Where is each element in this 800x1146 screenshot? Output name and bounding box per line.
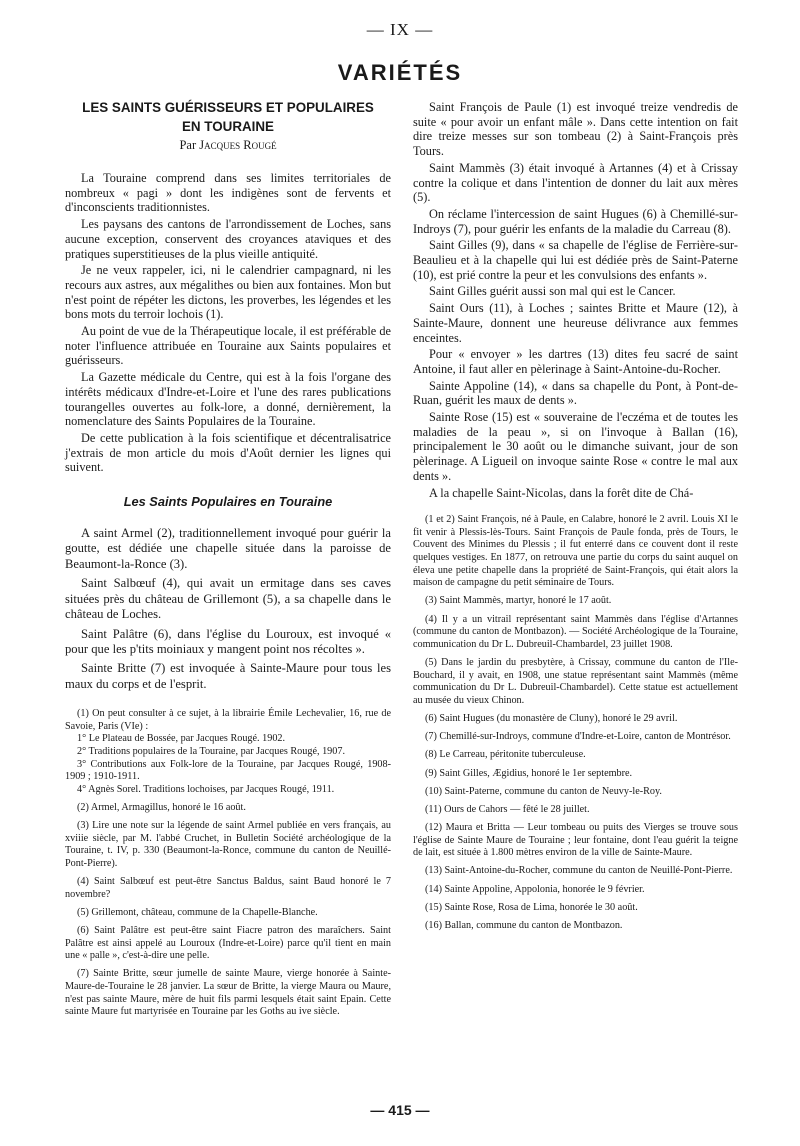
saint-paragraph: Saint Salbœuf (4), qui avait un ermitage dans ses caves situées près du château de Grillemont (5), a sa chapelle dans le château de Loches. — [65, 576, 391, 622]
footnote: (13) Saint-Antoine-du-Rocher, commune du canton de Neuillé-Pont-Pierre. — [425, 865, 733, 877]
footnote: (1 et 2) Saint François, né à Paule, en Calabre, honoré le 2 avril. Louis XI le fit venir à Plessis-lès-Tours. Saint François de Paule fonda, près de Tours, le Couvent des Minimes du Plessis ; il fut enterré dans ce couvent dont il reste quelques vestiges. En 1877, on retrouva une partie du corps du saint auquel on éleva une petite chapelle dans la propriété de Saint-François, qui était alors la maison de campagne du petit séminaire de Tours. — [413, 514, 738, 589]
saint-paragraph: Saint Ours (11), à Loches ; saintes Britte et Maure (12), à Sainte-Maure, donnent une heureuse délivrance aux femmes enceintes. — [413, 301, 738, 345]
intro-paragraph: La Touraine comprend dans ses limites territoriales de nombreux « pagi » dont les indigènes sont de fervents et d'inconscients traditionnistes. — [65, 171, 391, 215]
saint-paragraph: Saint François de Paule (1) est invoqué treize vendredis de suite « pour avoir un enfant mâle ». Dans cette intention on fait dire treize messes sur son tombeau (2) à Saint-François près Tours. — [413, 100, 738, 159]
subsection-heading: Les Saints Populaires en Touraine — [123, 494, 333, 510]
footnote: (14) Sainte Appoline, Appolonia, honorée le 9 février. — [425, 883, 645, 895]
saint-paragraph: Sainte Britte (7) est invoquée à Sainte-Maure pour tous les maux du corps et de l'esprit. — [65, 661, 391, 691]
footnote: (8) Le Carreau, péritonite tuberculeuse. — [425, 749, 586, 761]
footnote-work: 4° Agnès Sorel. Traditions lochoises, par Jacques Rougé, 1911. — [77, 783, 335, 795]
footnote: (5) Grillemont, château, commune de la Chapelle-Blanche. — [77, 906, 318, 918]
intro-paragraph: Je ne veux rappeler, ici, ni le calendrier campagnard, ni les recours aux astres, aux mégalithes ou bien aux fontaines. Mon but n'est point de répéter les dictons, les proverbes, les légendes et les bons mots du terroir lochois (1). — [65, 263, 391, 322]
saint-paragraph: A la chapelle Saint-Nicolas, dans la forêt dite de Chá- — [429, 485, 694, 500]
footnote: (12) Maura et Britta — Leur tombeau ou puits des Vierges se trouve sous l'église de Sainte Maure de Touraine ; leur fontaine, dont l'eau guérit la teigne de lait, est située à 1.800 mètres environ de la ville de Sainte-Maure. — [413, 822, 738, 859]
intro-paragraph: La Gazette médicale du Centre, qui est à la fois l'organe des intérêts médicaux d'Indre-et-Loire et l'une des rares publications tourangelles ouvertes au folk-lore, a donné, dernièrement, la nomenclature des Saints Populaires de la Touraine. — [65, 370, 391, 429]
right-body — [413, 100, 738, 500]
right-footnotes — [413, 514, 738, 932]
saint-paragraph: A saint Armel (2), traditionnellement invoqué pour guérir la goutte, est dédiée une chapelle située dans la paroisse de Beaumont-la-Ronce (3). — [65, 526, 391, 571]
saint-paragraph: Saint Gilles guérit aussi son mal qui est le Cancer. — [429, 284, 676, 299]
footnote-work: 2° Traditions populaires de la Touraine, par Jacques Rougé, 1907. — [77, 745, 346, 757]
footnote: (3) Saint Mammès, martyr, honoré le 17 août. — [425, 595, 612, 607]
article-title-block — [65, 98, 391, 153]
footnote-work: 1° Le Plateau de Bossée, par Jacques Rougé. 1902. — [77, 733, 286, 745]
saint-paragraph: Saint Gilles (9), dans « sa chapelle de l'église de Ferrière-sur-Beaulieu et à la chapelle qui lui est dédiée près de Saint-Paterne (10), est prié contre la peur et les convulsions des enfants ». — [413, 238, 738, 282]
saint-paragraph: Sainte Appoline (14), « dans sa chapelle du Pont, à Pont-de-Ruan, guérit les maux de dents ». — [413, 378, 738, 408]
footnote: (2) Armel, Armagillus, honoré le 16 août. — [77, 801, 246, 813]
footnote: (9) Saint Gilles, Ægidius, honoré le 1er septembre. — [425, 767, 633, 779]
footnote: (3) Lire une note sur la légende de saint Armel publiée en vers français, au xviiie siècle, par M. l'abbé Cruchet, in Bulletin Société archéologique de la Touraine, t. IV, p. 330 (Beaumont-la-Ronce, commune du canton de Neuillé-Pont-Pierre). — [65, 820, 391, 869]
saint-paragraph: Pour « envoyer » les dartres (13) dites feu sacré de saint Antoine, il faut aller en pèlerinage à Saint-Antoine-du-Rocher. — [413, 347, 738, 376]
article-byline — [65, 138, 391, 153]
saint-paragraph: Sainte Rose (15) est « souveraine de l'eczéma et de toutes les maladies de la peau », si on l'invoque à Ballan (16), principalement le 30 août ou le dimanche suivant, jour de son pèlerinage. A Ligueil on invoque sainte Rose « contre le mal aux dents ». — [413, 410, 738, 483]
footnote: (4) Saint Salbœuf est peut-être Sanctus Baldus, saint Baud honoré le 7 novembre? — [65, 876, 391, 900]
roman-page-number: — IX — — [366, 20, 434, 39]
subsection-body — [65, 526, 391, 692]
article-title-line-1: LES SAINTS GUÉRISSEURS ET POPULAIRES — [82, 100, 374, 115]
intro-paragraph: De cette publication à la fois scientifique et décentralisatrice j'extrais de mon article du mois d'Août dernier les lignes qui suivent. — [65, 430, 391, 475]
footnote-work: 3° Contributions aux Folk-lore de la Touraine, par Jacques Rougé, 1908-1909 ; 1910-1911. — [65, 758, 391, 783]
intro-section — [65, 171, 391, 475]
footnote: (16) Ballan, commune du canton de Montbazon. — [425, 920, 623, 932]
footnote: (6) Saint Hugues (du monastère de Cluny), honoré le 29 avril. — [425, 712, 678, 724]
saint-paragraph: Saint Mammès (3) était invoqué à Artannes (4) et à Crissay contre la colique et dans l'intention de donner du lait aux mères (5). — [413, 160, 738, 205]
intro-paragraph: Les paysans des cantons de l'arrondissement de Loches, sans aucune exception, conservent des croyances ataviques et des pratiques superstitieuses de la plus vieille antiquité. — [65, 217, 391, 261]
saint-paragraph: Saint Palâtre (6), dans l'église du Louroux, est invoqué « pour que les p'tits moiniaux y mangent point nos récoltes ». — [65, 626, 391, 656]
left-footnotes — [65, 708, 391, 1019]
left-column — [65, 92, 391, 1019]
footnote: (10) Saint-Paterne, commune du canton de Neuvy-le-Roy. — [425, 785, 662, 797]
byline-author: Jacques Rougé — [199, 138, 277, 152]
footnote: (15) Sainte Rose, Rosa de Lima, honorée le 30 août. — [425, 901, 638, 913]
footnote: (7) Chemillé-sur-Indroys, commune d'Indre-et-Loire, canton de Montrésor. — [425, 731, 731, 743]
footnote: (6) Saint Palâtre est peut-être saint Fiacre patron des maraîchers. Saint Palâtre est ainsi appelé au Louroux (Indre-et-Loire) parce qu'il tient en main une « palle », c'est-à-dire une pelle. — [65, 925, 391, 962]
article-title-line-2: EN TOURAINE — [181, 119, 274, 134]
saint-paragraph: On réclame l'intercession de saint Hugues (6) à Chemillé-sur-Indroys (7), pour guérir les enfants de la maladie du Carreau (8). — [413, 206, 738, 236]
right-column — [413, 100, 738, 933]
intro-paragraph: Au point de vue de la Thérapeutique locale, il est préférable de noter l'influence attribuée en Touraine aux Saints populaires et guérisseurs. — [65, 324, 391, 368]
section-title: VARIÉTÉS — [337, 60, 463, 85]
footnote: (11) Ours de Cahors — fêté le 28 juillet. — [425, 803, 590, 815]
footnote: (4) Il y a un vitrail représentant saint Mammès dans l'église d'Artannes (commune du canton de Montbazon). — Société Archéologique de la Touraine, communication du Dr L. Dubreuil-Chambardel, 23 juillet 1908. — [413, 613, 738, 650]
byline-prefix: Par — [179, 138, 197, 152]
footnote: (5) Dans le jardin du presbytère, à Crissay, commune du canton de l'Ile-Bouchard, il y avait, en 1908, une statue représentant saint Mammès (même communication du Dr L. Dubreuil-Chambardel). Cette statue est actuellement au musée du vieux Chinon. — [413, 657, 738, 706]
footnote: (1) On peut consulter à ce sujet, à la librairie Émile Lechevalier, 16, rue de Savoie, Paris (VIe) : — [65, 708, 391, 732]
footnote: (7) Sainte Britte, sœur jumelle de sainte Maure, vierge honorée à Sainte-Maure-de-Touraine le 28 janvier. La sœur de Britte, la vierge Maura ou Maure, n'est pas sainte Maure, mère de huit fils parmi lesquels était saint Epain. Cette sainte Maure fut martyrisée en Touraine par les Goths au ive siècle. — [65, 968, 391, 1018]
page-number: — 415 — — [370, 1102, 430, 1118]
